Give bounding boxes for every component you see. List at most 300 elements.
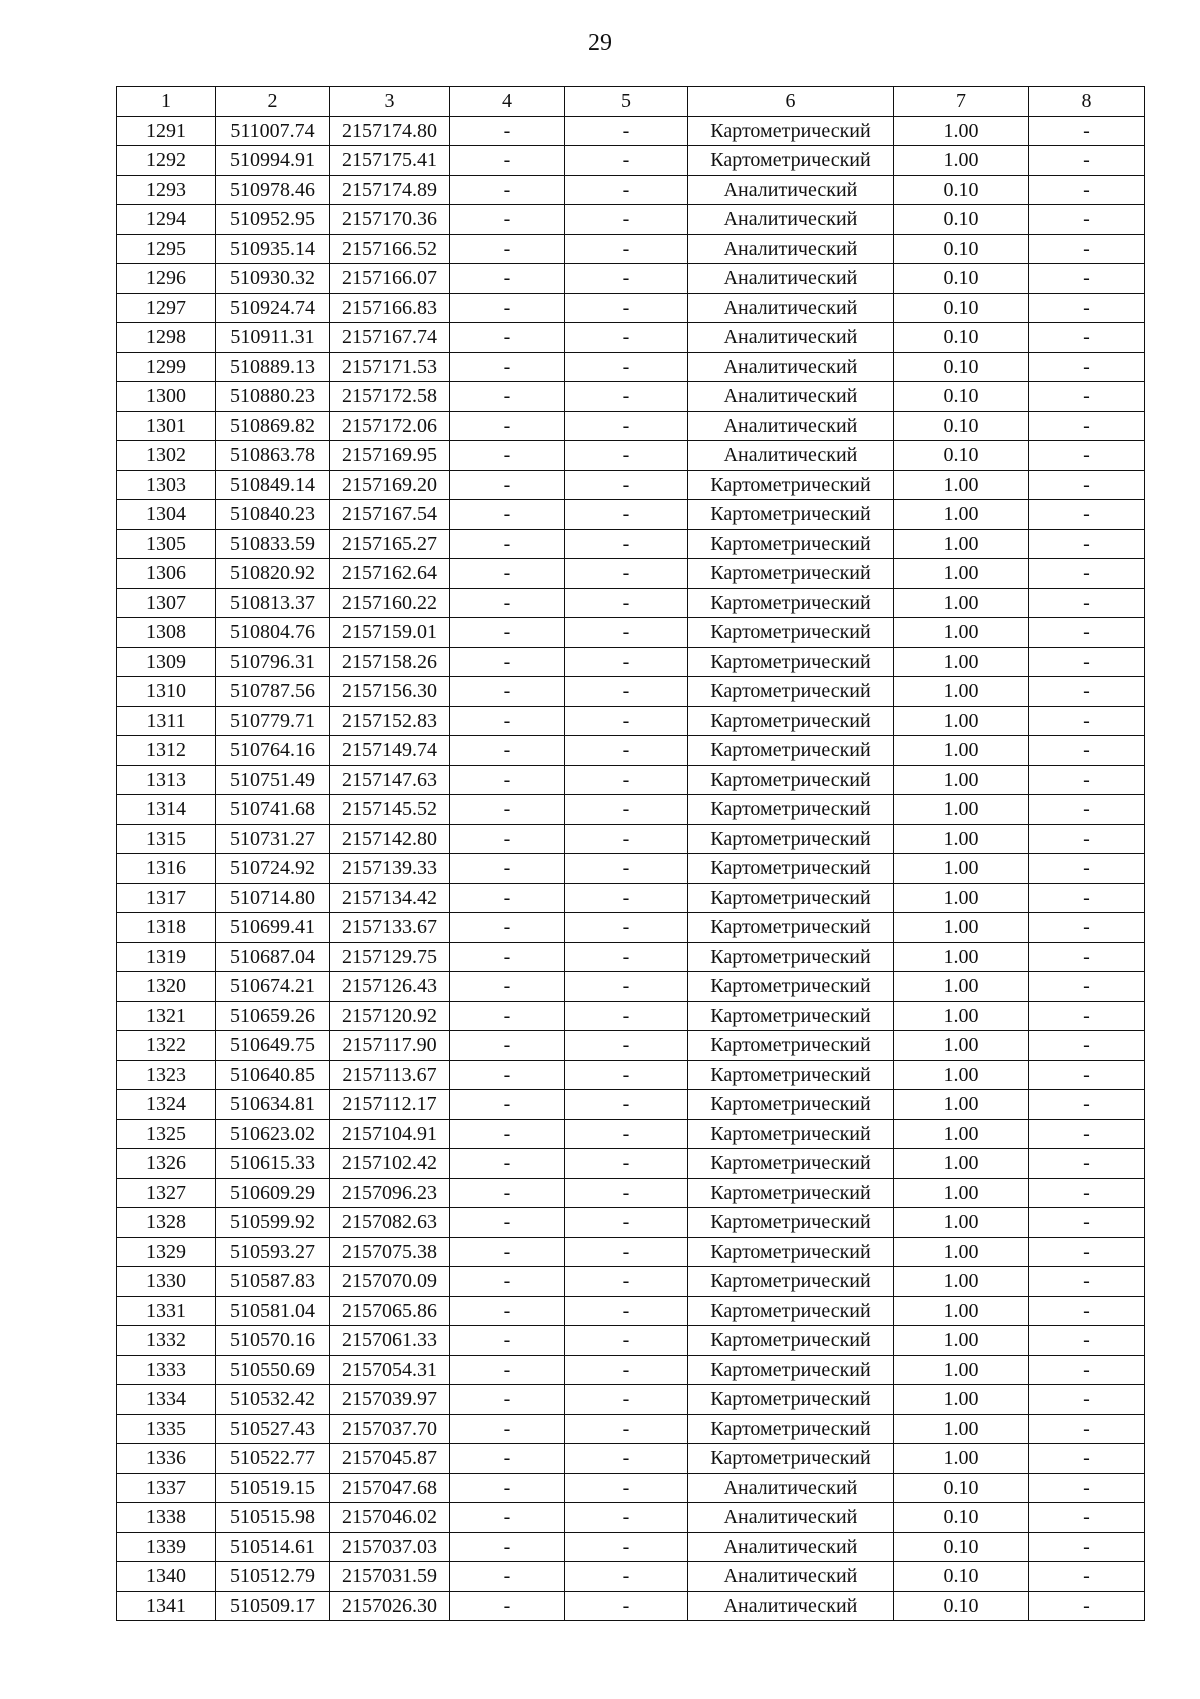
y-coordinate-cell: 2157047.68 [330, 1473, 450, 1503]
point-number-cell: 1328 [117, 1208, 216, 1238]
col4-cell: - [450, 323, 565, 353]
col4-cell: - [450, 264, 565, 294]
col5-cell: - [565, 175, 688, 205]
col4-cell: - [450, 588, 565, 618]
accuracy-cell: 0.10 [894, 293, 1029, 323]
y-coordinate-cell: 2157167.54 [330, 500, 450, 530]
column-header: 4 [450, 87, 565, 117]
accuracy-cell: 1.00 [894, 1090, 1029, 1120]
x-coordinate-cell: 510649.75 [216, 1031, 330, 1061]
y-coordinate-cell: 2157037.03 [330, 1532, 450, 1562]
x-coordinate-cell: 510869.82 [216, 411, 330, 441]
accuracy-cell: 1.00 [894, 972, 1029, 1002]
accuracy-cell: 0.10 [894, 352, 1029, 382]
table-row [117, 175, 1145, 205]
method-cell: Картометрический [688, 706, 894, 736]
col5-cell: - [565, 470, 688, 500]
method-cell: Аналитический [688, 323, 894, 353]
col5-cell: - [565, 441, 688, 471]
col8-cell: - [1029, 736, 1145, 766]
col8-cell: - [1029, 1473, 1145, 1503]
col4-cell: - [450, 293, 565, 323]
point-number-cell: 1303 [117, 470, 216, 500]
col8-cell: - [1029, 264, 1145, 294]
accuracy-cell: 1.00 [894, 795, 1029, 825]
x-coordinate-cell: 510833.59 [216, 529, 330, 559]
col4-cell: - [450, 1237, 565, 1267]
col5-cell: - [565, 913, 688, 943]
col8-cell: - [1029, 1031, 1145, 1061]
col4-cell: - [450, 854, 565, 884]
table-row [117, 1296, 1145, 1326]
col5-cell: - [565, 1237, 688, 1267]
method-cell: Картометрический [688, 972, 894, 1002]
method-cell: Аналитический [688, 1503, 894, 1533]
method-cell: Картометрический [688, 1237, 894, 1267]
accuracy-cell: 1.00 [894, 559, 1029, 589]
y-coordinate-cell: 2157133.67 [330, 913, 450, 943]
col4-cell: - [450, 883, 565, 913]
x-coordinate-cell: 510599.92 [216, 1208, 330, 1238]
x-coordinate-cell: 510724.92 [216, 854, 330, 884]
col4-cell: - [450, 765, 565, 795]
accuracy-cell: 0.10 [894, 441, 1029, 471]
y-coordinate-cell: 2157096.23 [330, 1178, 450, 1208]
y-coordinate-cell: 2157112.17 [330, 1090, 450, 1120]
col8-cell: - [1029, 352, 1145, 382]
point-number-cell: 1325 [117, 1119, 216, 1149]
accuracy-cell: 1.00 [894, 1149, 1029, 1179]
col5-cell: - [565, 1001, 688, 1031]
x-coordinate-cell: 510863.78 [216, 441, 330, 471]
col5-cell: - [565, 352, 688, 382]
col8-cell: - [1029, 765, 1145, 795]
col8-cell: - [1029, 1503, 1145, 1533]
point-number-cell: 1302 [117, 441, 216, 471]
col5-cell: - [565, 647, 688, 677]
x-coordinate-cell: 511007.74 [216, 116, 330, 146]
accuracy-cell: 0.10 [894, 205, 1029, 235]
table-row [117, 618, 1145, 648]
table-row [117, 264, 1145, 294]
y-coordinate-cell: 2157166.52 [330, 234, 450, 264]
col5-cell: - [565, 736, 688, 766]
x-coordinate-cell: 510581.04 [216, 1296, 330, 1326]
table-row [117, 1178, 1145, 1208]
col4-cell: - [450, 1355, 565, 1385]
accuracy-cell: 1.00 [894, 942, 1029, 972]
x-coordinate-cell: 510512.79 [216, 1562, 330, 1592]
table-row [117, 1149, 1145, 1179]
method-cell: Картометрический [688, 1444, 894, 1474]
col8-cell: - [1029, 795, 1145, 825]
table-row [117, 1001, 1145, 1031]
col8-cell: - [1029, 559, 1145, 589]
col5-cell: - [565, 1208, 688, 1238]
accuracy-cell: 1.00 [894, 500, 1029, 530]
col4-cell: - [450, 736, 565, 766]
col5-cell: - [565, 529, 688, 559]
point-number-cell: 1305 [117, 529, 216, 559]
col4-cell: - [450, 1503, 565, 1533]
point-number-cell: 1319 [117, 942, 216, 972]
y-coordinate-cell: 2157054.31 [330, 1355, 450, 1385]
table-row [117, 293, 1145, 323]
method-cell: Картометрический [688, 942, 894, 972]
method-cell: Аналитический [688, 352, 894, 382]
col5-cell: - [565, 795, 688, 825]
accuracy-cell: 1.00 [894, 1296, 1029, 1326]
y-coordinate-cell: 2157139.33 [330, 854, 450, 884]
col5-cell: - [565, 1532, 688, 1562]
col5-cell: - [565, 205, 688, 235]
col4-cell: - [450, 1001, 565, 1031]
accuracy-cell: 1.00 [894, 1385, 1029, 1415]
col5-cell: - [565, 942, 688, 972]
col4-cell: - [450, 1208, 565, 1238]
method-cell: Аналитический [688, 441, 894, 471]
table-row [117, 913, 1145, 943]
y-coordinate-cell: 2157104.91 [330, 1119, 450, 1149]
point-number-cell: 1327 [117, 1178, 216, 1208]
point-number-cell: 1297 [117, 293, 216, 323]
accuracy-cell: 0.10 [894, 264, 1029, 294]
col4-cell: - [450, 1296, 565, 1326]
col5-cell: - [565, 618, 688, 648]
accuracy-cell: 1.00 [894, 1444, 1029, 1474]
col5-cell: - [565, 1444, 688, 1474]
x-coordinate-cell: 510880.23 [216, 382, 330, 412]
y-coordinate-cell: 2157175.41 [330, 146, 450, 176]
col5-cell: - [565, 706, 688, 736]
col8-cell: - [1029, 500, 1145, 530]
y-coordinate-cell: 2157162.64 [330, 559, 450, 589]
col4-cell: - [450, 913, 565, 943]
x-coordinate-cell: 510994.91 [216, 146, 330, 176]
x-coordinate-cell: 510593.27 [216, 1237, 330, 1267]
accuracy-cell: 1.00 [894, 1414, 1029, 1444]
table-row [117, 1119, 1145, 1149]
method-cell: Аналитический [688, 1591, 894, 1621]
col4-cell: - [450, 205, 565, 235]
y-coordinate-cell: 2157170.36 [330, 205, 450, 235]
x-coordinate-cell: 510570.16 [216, 1326, 330, 1356]
table-row [117, 1326, 1145, 1356]
y-coordinate-cell: 2157117.90 [330, 1031, 450, 1061]
accuracy-cell: 0.10 [894, 175, 1029, 205]
x-coordinate-cell: 510532.42 [216, 1385, 330, 1415]
y-coordinate-cell: 2157171.53 [330, 352, 450, 382]
accuracy-cell: 1.00 [894, 1355, 1029, 1385]
col8-cell: - [1029, 1591, 1145, 1621]
accuracy-cell: 1.00 [894, 677, 1029, 707]
col8-cell: - [1029, 146, 1145, 176]
col8-cell: - [1029, 1267, 1145, 1297]
y-coordinate-cell: 2157045.87 [330, 1444, 450, 1474]
col8-cell: - [1029, 1060, 1145, 1090]
y-coordinate-cell: 2157172.06 [330, 411, 450, 441]
point-number-cell: 1326 [117, 1149, 216, 1179]
method-cell: Картометрический [688, 824, 894, 854]
x-coordinate-cell: 510623.02 [216, 1119, 330, 1149]
col5-cell: - [565, 1149, 688, 1179]
point-number-cell: 1311 [117, 706, 216, 736]
point-number-cell: 1295 [117, 234, 216, 264]
point-number-cell: 1310 [117, 677, 216, 707]
col8-cell: - [1029, 234, 1145, 264]
col4-cell: - [450, 146, 565, 176]
table-row [117, 1473, 1145, 1503]
accuracy-cell: 1.00 [894, 765, 1029, 795]
coordinates-table [116, 86, 1145, 1621]
x-coordinate-cell: 510751.49 [216, 765, 330, 795]
table-row [117, 146, 1145, 176]
col8-cell: - [1029, 1178, 1145, 1208]
x-coordinate-cell: 510519.15 [216, 1473, 330, 1503]
col8-cell: - [1029, 1532, 1145, 1562]
x-coordinate-cell: 510952.95 [216, 205, 330, 235]
point-number-cell: 1318 [117, 913, 216, 943]
col4-cell: - [450, 1090, 565, 1120]
point-number-cell: 1338 [117, 1503, 216, 1533]
col5-cell: - [565, 765, 688, 795]
accuracy-cell: 0.10 [894, 1591, 1029, 1621]
col4-cell: - [450, 1385, 565, 1415]
col4-cell: - [450, 382, 565, 412]
accuracy-cell: 1.00 [894, 736, 1029, 766]
col8-cell: - [1029, 1001, 1145, 1031]
x-coordinate-cell: 510840.23 [216, 500, 330, 530]
point-number-cell: 1323 [117, 1060, 216, 1090]
method-cell: Картометрический [688, 883, 894, 913]
table-row [117, 1414, 1145, 1444]
method-cell: Картометрический [688, 1090, 894, 1120]
table-row [117, 1444, 1145, 1474]
point-number-cell: 1293 [117, 175, 216, 205]
point-number-cell: 1341 [117, 1591, 216, 1621]
accuracy-cell: 1.00 [894, 1208, 1029, 1238]
table-row [117, 470, 1145, 500]
col5-cell: - [565, 146, 688, 176]
x-coordinate-cell: 510849.14 [216, 470, 330, 500]
column-header: 1 [117, 87, 216, 117]
col4-cell: - [450, 1473, 565, 1503]
col8-cell: - [1029, 854, 1145, 884]
accuracy-cell: 1.00 [894, 1178, 1029, 1208]
table-row [117, 1385, 1145, 1415]
y-coordinate-cell: 2157142.80 [330, 824, 450, 854]
accuracy-cell: 1.00 [894, 618, 1029, 648]
y-coordinate-cell: 2157165.27 [330, 529, 450, 559]
y-coordinate-cell: 2157166.83 [330, 293, 450, 323]
point-number-cell: 1321 [117, 1001, 216, 1031]
column-header: 7 [894, 87, 1029, 117]
col5-cell: - [565, 323, 688, 353]
x-coordinate-cell: 510813.37 [216, 588, 330, 618]
col4-cell: - [450, 559, 565, 589]
col8-cell: - [1029, 1090, 1145, 1120]
col8-cell: - [1029, 1562, 1145, 1592]
y-coordinate-cell: 2157113.67 [330, 1060, 450, 1090]
y-coordinate-cell: 2157102.42 [330, 1149, 450, 1179]
point-number-cell: 1337 [117, 1473, 216, 1503]
method-cell: Картометрический [688, 854, 894, 884]
table-row [117, 883, 1145, 913]
table-row [117, 1031, 1145, 1061]
method-cell: Картометрический [688, 1031, 894, 1061]
table-row [117, 1503, 1145, 1533]
y-coordinate-cell: 2157147.63 [330, 765, 450, 795]
method-cell: Картометрический [688, 1001, 894, 1031]
point-number-cell: 1320 [117, 972, 216, 1002]
point-number-cell: 1307 [117, 588, 216, 618]
y-coordinate-cell: 2157169.20 [330, 470, 450, 500]
point-number-cell: 1339 [117, 1532, 216, 1562]
col5-cell: - [565, 1060, 688, 1090]
col5-cell: - [565, 1296, 688, 1326]
accuracy-cell: 1.00 [894, 1001, 1029, 1031]
col8-cell: - [1029, 175, 1145, 205]
column-header: 2 [216, 87, 330, 117]
table-row [117, 529, 1145, 559]
point-number-cell: 1317 [117, 883, 216, 913]
col4-cell: - [450, 411, 565, 441]
col5-cell: - [565, 1178, 688, 1208]
method-cell: Картометрический [688, 1355, 894, 1385]
x-coordinate-cell: 510935.14 [216, 234, 330, 264]
col5-cell: - [565, 411, 688, 441]
table-row [117, 1591, 1145, 1621]
col4-cell: - [450, 470, 565, 500]
table-row [117, 205, 1145, 235]
col8-cell: - [1029, 1237, 1145, 1267]
x-coordinate-cell: 510804.76 [216, 618, 330, 648]
x-coordinate-cell: 510889.13 [216, 352, 330, 382]
accuracy-cell: 1.00 [894, 1237, 1029, 1267]
y-coordinate-cell: 2157160.22 [330, 588, 450, 618]
point-number-cell: 1329 [117, 1237, 216, 1267]
col8-cell: - [1029, 588, 1145, 618]
col5-cell: - [565, 1562, 688, 1592]
x-coordinate-cell: 510509.17 [216, 1591, 330, 1621]
point-number-cell: 1330 [117, 1267, 216, 1297]
table-row [117, 500, 1145, 530]
point-number-cell: 1292 [117, 146, 216, 176]
col5-cell: - [565, 824, 688, 854]
point-number-cell: 1314 [117, 795, 216, 825]
col5-cell: - [565, 116, 688, 146]
x-coordinate-cell: 510796.31 [216, 647, 330, 677]
col4-cell: - [450, 706, 565, 736]
method-cell: Аналитический [688, 411, 894, 441]
x-coordinate-cell: 510699.41 [216, 913, 330, 943]
point-number-cell: 1298 [117, 323, 216, 353]
accuracy-cell: 1.00 [894, 470, 1029, 500]
col5-cell: - [565, 1119, 688, 1149]
y-coordinate-cell: 2157158.26 [330, 647, 450, 677]
col4-cell: - [450, 1178, 565, 1208]
col8-cell: - [1029, 1119, 1145, 1149]
table-row [117, 234, 1145, 264]
table-row [117, 382, 1145, 412]
y-coordinate-cell: 2157126.43 [330, 972, 450, 1002]
method-cell: Аналитический [688, 1532, 894, 1562]
method-cell: Картометрический [688, 146, 894, 176]
method-cell: Картометрический [688, 1149, 894, 1179]
col4-cell: - [450, 1444, 565, 1474]
x-coordinate-cell: 510634.81 [216, 1090, 330, 1120]
method-cell: Картометрический [688, 470, 894, 500]
col8-cell: - [1029, 1208, 1145, 1238]
col4-cell: - [450, 1326, 565, 1356]
col4-cell: - [450, 795, 565, 825]
method-cell: Картометрический [688, 677, 894, 707]
table-row [117, 559, 1145, 589]
col8-cell: - [1029, 293, 1145, 323]
method-cell: Картометрический [688, 1119, 894, 1149]
col8-cell: - [1029, 1444, 1145, 1474]
col4-cell: - [450, 1532, 565, 1562]
point-number-cell: 1300 [117, 382, 216, 412]
col5-cell: - [565, 1267, 688, 1297]
x-coordinate-cell: 510522.77 [216, 1444, 330, 1474]
col4-cell: - [450, 942, 565, 972]
point-number-cell: 1336 [117, 1444, 216, 1474]
col4-cell: - [450, 1414, 565, 1444]
col4-cell: - [450, 529, 565, 559]
page-number: 29 [588, 30, 612, 56]
accuracy-cell: 1.00 [894, 1060, 1029, 1090]
accuracy-cell: 0.10 [894, 323, 1029, 353]
accuracy-cell: 1.00 [894, 1119, 1029, 1149]
y-coordinate-cell: 2157120.92 [330, 1001, 450, 1031]
y-coordinate-cell: 2157031.59 [330, 1562, 450, 1592]
col4-cell: - [450, 1031, 565, 1061]
x-coordinate-cell: 510514.61 [216, 1532, 330, 1562]
table-row [117, 736, 1145, 766]
x-coordinate-cell: 510779.71 [216, 706, 330, 736]
col8-cell: - [1029, 1326, 1145, 1356]
col5-cell: - [565, 588, 688, 618]
table-header-row [117, 87, 1145, 117]
y-coordinate-cell: 2157070.09 [330, 1267, 450, 1297]
col4-cell: - [450, 1060, 565, 1090]
method-cell: Картометрический [688, 1385, 894, 1415]
col8-cell: - [1029, 441, 1145, 471]
y-coordinate-cell: 2157082.63 [330, 1208, 450, 1238]
x-coordinate-cell: 510674.21 [216, 972, 330, 1002]
x-coordinate-cell: 510527.43 [216, 1414, 330, 1444]
col8-cell: - [1029, 618, 1145, 648]
method-cell: Картометрический [688, 765, 894, 795]
col5-cell: - [565, 500, 688, 530]
column-header: 5 [565, 87, 688, 117]
col4-cell: - [450, 234, 565, 264]
col5-cell: - [565, 1031, 688, 1061]
col4-cell: - [450, 175, 565, 205]
col5-cell: - [565, 1326, 688, 1356]
table-row [117, 1060, 1145, 1090]
method-cell: Картометрический [688, 736, 894, 766]
point-number-cell: 1308 [117, 618, 216, 648]
col8-cell: - [1029, 1385, 1145, 1415]
col8-cell: - [1029, 1355, 1145, 1385]
col4-cell: - [450, 647, 565, 677]
accuracy-cell: 1.00 [894, 116, 1029, 146]
x-coordinate-cell: 510787.56 [216, 677, 330, 707]
point-number-cell: 1315 [117, 824, 216, 854]
table-row [117, 824, 1145, 854]
